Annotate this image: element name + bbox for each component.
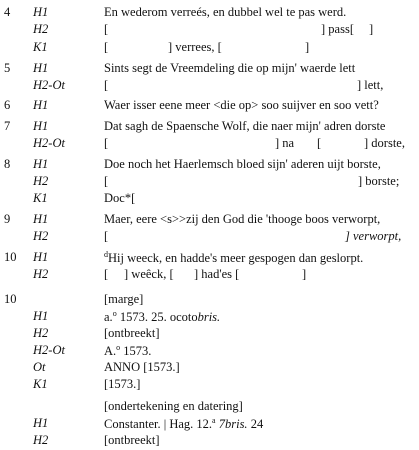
witness-siglum: H1 <box>33 98 49 112</box>
variant-reading: [ontbreekt] <box>104 326 160 340</box>
bracket-open: [ <box>104 267 109 281</box>
bracket-open: [ <box>104 22 109 36</box>
witness-siglum: H2 <box>33 267 49 281</box>
verse-text: Dat sagh de Spaensche Wolf, die naer mijn' adren dorste <box>104 119 386 133</box>
witness-siglum: H2 <box>33 22 49 36</box>
variant-row <box>0 157 419 173</box>
variant-row <box>0 98 419 114</box>
footnote-marker: d <box>104 250 108 259</box>
bracket-close: ] <box>302 267 307 281</box>
witness-siglum: H1 <box>33 250 49 264</box>
verse-text <box>104 250 413 266</box>
witness-siglum: H1 <box>33 416 49 430</box>
line-number: 8 <box>4 157 11 171</box>
witness-siglum: H2 <box>33 174 49 188</box>
variant-row <box>0 309 419 325</box>
variant-row <box>0 22 419 38</box>
variant-reading: Doc*[ <box>104 191 136 205</box>
variant-row <box>0 360 419 376</box>
line-number: 10 <box>4 292 17 306</box>
bracket-close: ] <box>369 22 374 36</box>
variant-reading: ] dorste, <box>364 136 405 150</box>
witness-siglum: K1 <box>33 40 48 54</box>
line-number: 10 <box>4 250 17 264</box>
verse-text: Waer isser eene meer <die op> soo suijver en soo vett? <box>104 98 379 112</box>
variant-reading: [ontbreekt] <box>104 433 160 447</box>
line-number: 7 <box>4 119 11 133</box>
verse-text: Sints segt de Vreemdeling die op mijn' waerde lett <box>104 61 356 75</box>
witness-siglum: Ot <box>33 360 46 374</box>
margin-date: a.$^o$ 1573. 25. ocotobris. <box>104 309 221 324</box>
witness-siglum: K1 <box>33 377 48 391</box>
bracket-open: [ <box>104 136 109 150</box>
bracket-open: [ <box>104 229 109 243</box>
bracket-open: [ <box>104 174 109 188</box>
variant-reading: ] borste; <box>358 174 400 188</box>
bracket-open: [ <box>104 40 109 54</box>
verse-text: Doe noch het Haerlemsch bloed sijn' aderen uijt borste, <box>104 157 381 171</box>
variant-row <box>0 292 419 308</box>
variant-row <box>0 267 419 283</box>
variant-reading: ] had'es [ <box>194 267 240 281</box>
variant-row <box>0 326 419 342</box>
variant-row <box>0 40 419 56</box>
margin-date: [1573.] <box>104 377 141 391</box>
line-number: 9 <box>4 212 11 226</box>
witness-siglum: H2 <box>33 433 49 447</box>
witness-siglum: H2-Ot <box>33 136 65 150</box>
bracket-close: ] <box>305 40 310 54</box>
witness-siglum: H1 <box>33 5 49 19</box>
verse-text: Maer, eere <s>>zij den God die 'thooge boos verworpt, <box>104 212 381 226</box>
variant-row <box>0 212 419 228</box>
variant-row <box>0 191 419 207</box>
witness-siglum: H1 <box>33 212 49 226</box>
witness-siglum: H1 <box>33 309 49 323</box>
margin-date: ANNO [1573.] <box>104 360 180 374</box>
variant-reading: ] verrees, [ <box>168 40 222 54</box>
variant-row <box>0 399 419 415</box>
variant-reading: ] weêck, [ <box>124 267 174 281</box>
witness-siglum: H2-Ot <box>33 78 65 92</box>
section-heading: [marge] <box>104 292 144 306</box>
witness-siglum: H2-Ot <box>33 343 65 357</box>
variant-reading: ] pass[ <box>321 22 354 36</box>
variant-row <box>0 343 419 359</box>
bracket-open: [ <box>104 78 109 92</box>
section-heading: [ondertekening en datering] <box>104 399 243 413</box>
variant-row <box>0 61 419 77</box>
variant-row <box>0 136 419 152</box>
witness-siglum: H2 <box>33 229 49 243</box>
line-number: 4 <box>4 5 11 19</box>
witness-siglum: K1 <box>33 191 48 205</box>
verse-text-body: Hij weeck, en hadde's meer gespogen dan geslorpt. <box>108 251 364 265</box>
variant-row <box>0 416 419 432</box>
witness-siglum: H2 <box>33 326 49 340</box>
variant-row <box>0 78 419 94</box>
variant-reading: ] na <box>275 136 295 150</box>
variant-row <box>0 5 419 21</box>
line-number: 6 <box>4 98 11 112</box>
verse-text: En wederom verreés, en dubbel wel te pas werd. <box>104 5 347 19</box>
line-number: 5 <box>4 61 11 75</box>
witness-siglum: H1 <box>33 119 49 133</box>
variant-row <box>0 229 419 245</box>
signature-line: Constanter. | Hag. 12.$^a$ 7bris. 24 <box>104 416 264 431</box>
witness-siglum: H1 <box>33 61 49 75</box>
variant-row <box>0 119 419 135</box>
margin-date: A.$^o$ 1573. <box>104 343 152 358</box>
variant-row <box>0 174 419 190</box>
variant-reading: ] verworpt, <box>345 229 402 243</box>
witness-siglum: H1 <box>33 157 49 171</box>
variant-row <box>0 433 419 449</box>
variant-row <box>0 250 419 266</box>
variant-reading: ] lett, <box>357 78 384 92</box>
bracket-open: [ <box>317 136 322 150</box>
variant-row <box>0 377 419 393</box>
